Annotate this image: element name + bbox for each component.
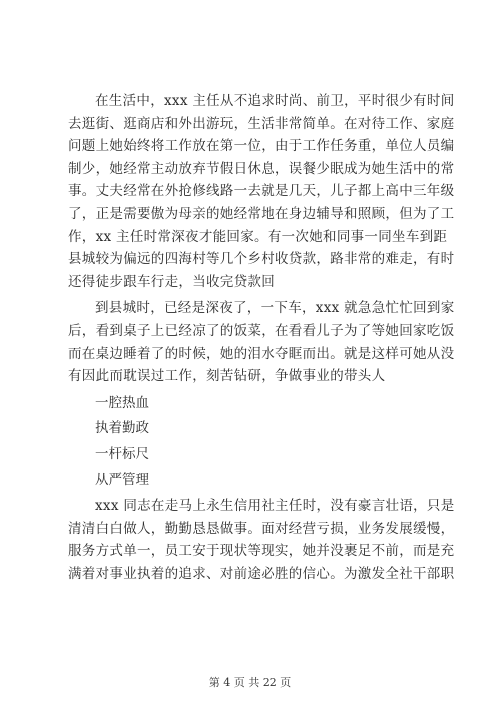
text-line: 作，xx 主任时常深夜才能回家。有一次她和同事一同坐车到距 [68, 228, 448, 245]
text-line: xxx 同志在走马上永生信用社主任时，没有豪言壮语，只是 [95, 498, 455, 515]
text-line: 服务方式单一，员工安于现状等现实，她并没裹足不前，而是充 [68, 543, 455, 560]
text-line: 满着对事业执着的追求、对前途必胜的信心。为激发全社干部职 [68, 565, 455, 582]
text-line: 而在桌边睡着了的时候，她的泪水夺眶而出。就是这样可她从没 [68, 345, 455, 362]
text-line: 在生活中，xxx 主任从不追求时尚、前卫，平时很少有时间 [95, 93, 455, 109]
paragraph-1 [68, 90, 455, 293]
text-line: 有因此而耽误过工作，刻苦钻研，争做事业的带头人 [68, 368, 386, 385]
text-line: 清清白白做人，勤勤恳恳做事。面对经营亏损，业务发展缓慢， [68, 520, 455, 537]
text-line: 事。丈夫经常在外抢修线路一去就是几天，儿子都上高中三年级 [68, 183, 455, 200]
text-line: 制少，她经常主动放弃节假日休息，误餐少眠成为她生活中的常 [68, 160, 455, 177]
text-line: 去逛街、逛商店和外出游玩，生活非常简单。在对待工作、家庭 [68, 115, 455, 132]
short-line-list [68, 392, 432, 491]
short-line: 一杆标尺 [95, 445, 149, 462]
page-footer: 第 4 页 共 22 页 [208, 676, 292, 689]
text-line: 还得徒步跟车行走，当收完贷款回 [68, 273, 275, 290]
document-body [68, 90, 455, 585]
text-line: 到县城时，已经是深夜了，一下车，xxx 就急急忙忙回到家 [95, 300, 455, 317]
text-line: 问题上她始终将工作放在第一位，由于工作任务重，单位人员编 [68, 138, 455, 155]
paragraph-3 [68, 495, 455, 585]
text-line: 县城较为偏远的四海村等几个乡村收贷款，路非常的难走，有时 [68, 251, 455, 268]
short-line: 从严管理 [95, 471, 149, 488]
short-line: 一腔热血 [95, 394, 149, 411]
text-line: 后，看到桌子上已经凉了的饭菜，在看看儿子为了等她回家吃饭 [68, 322, 455, 339]
short-line: 执着勤政 [95, 420, 149, 437]
text-line: 了，正是需要傲为母亲的她经常地在身边辅导和照顾，但为了工 [68, 205, 455, 222]
paragraph-2 [68, 297, 455, 387]
